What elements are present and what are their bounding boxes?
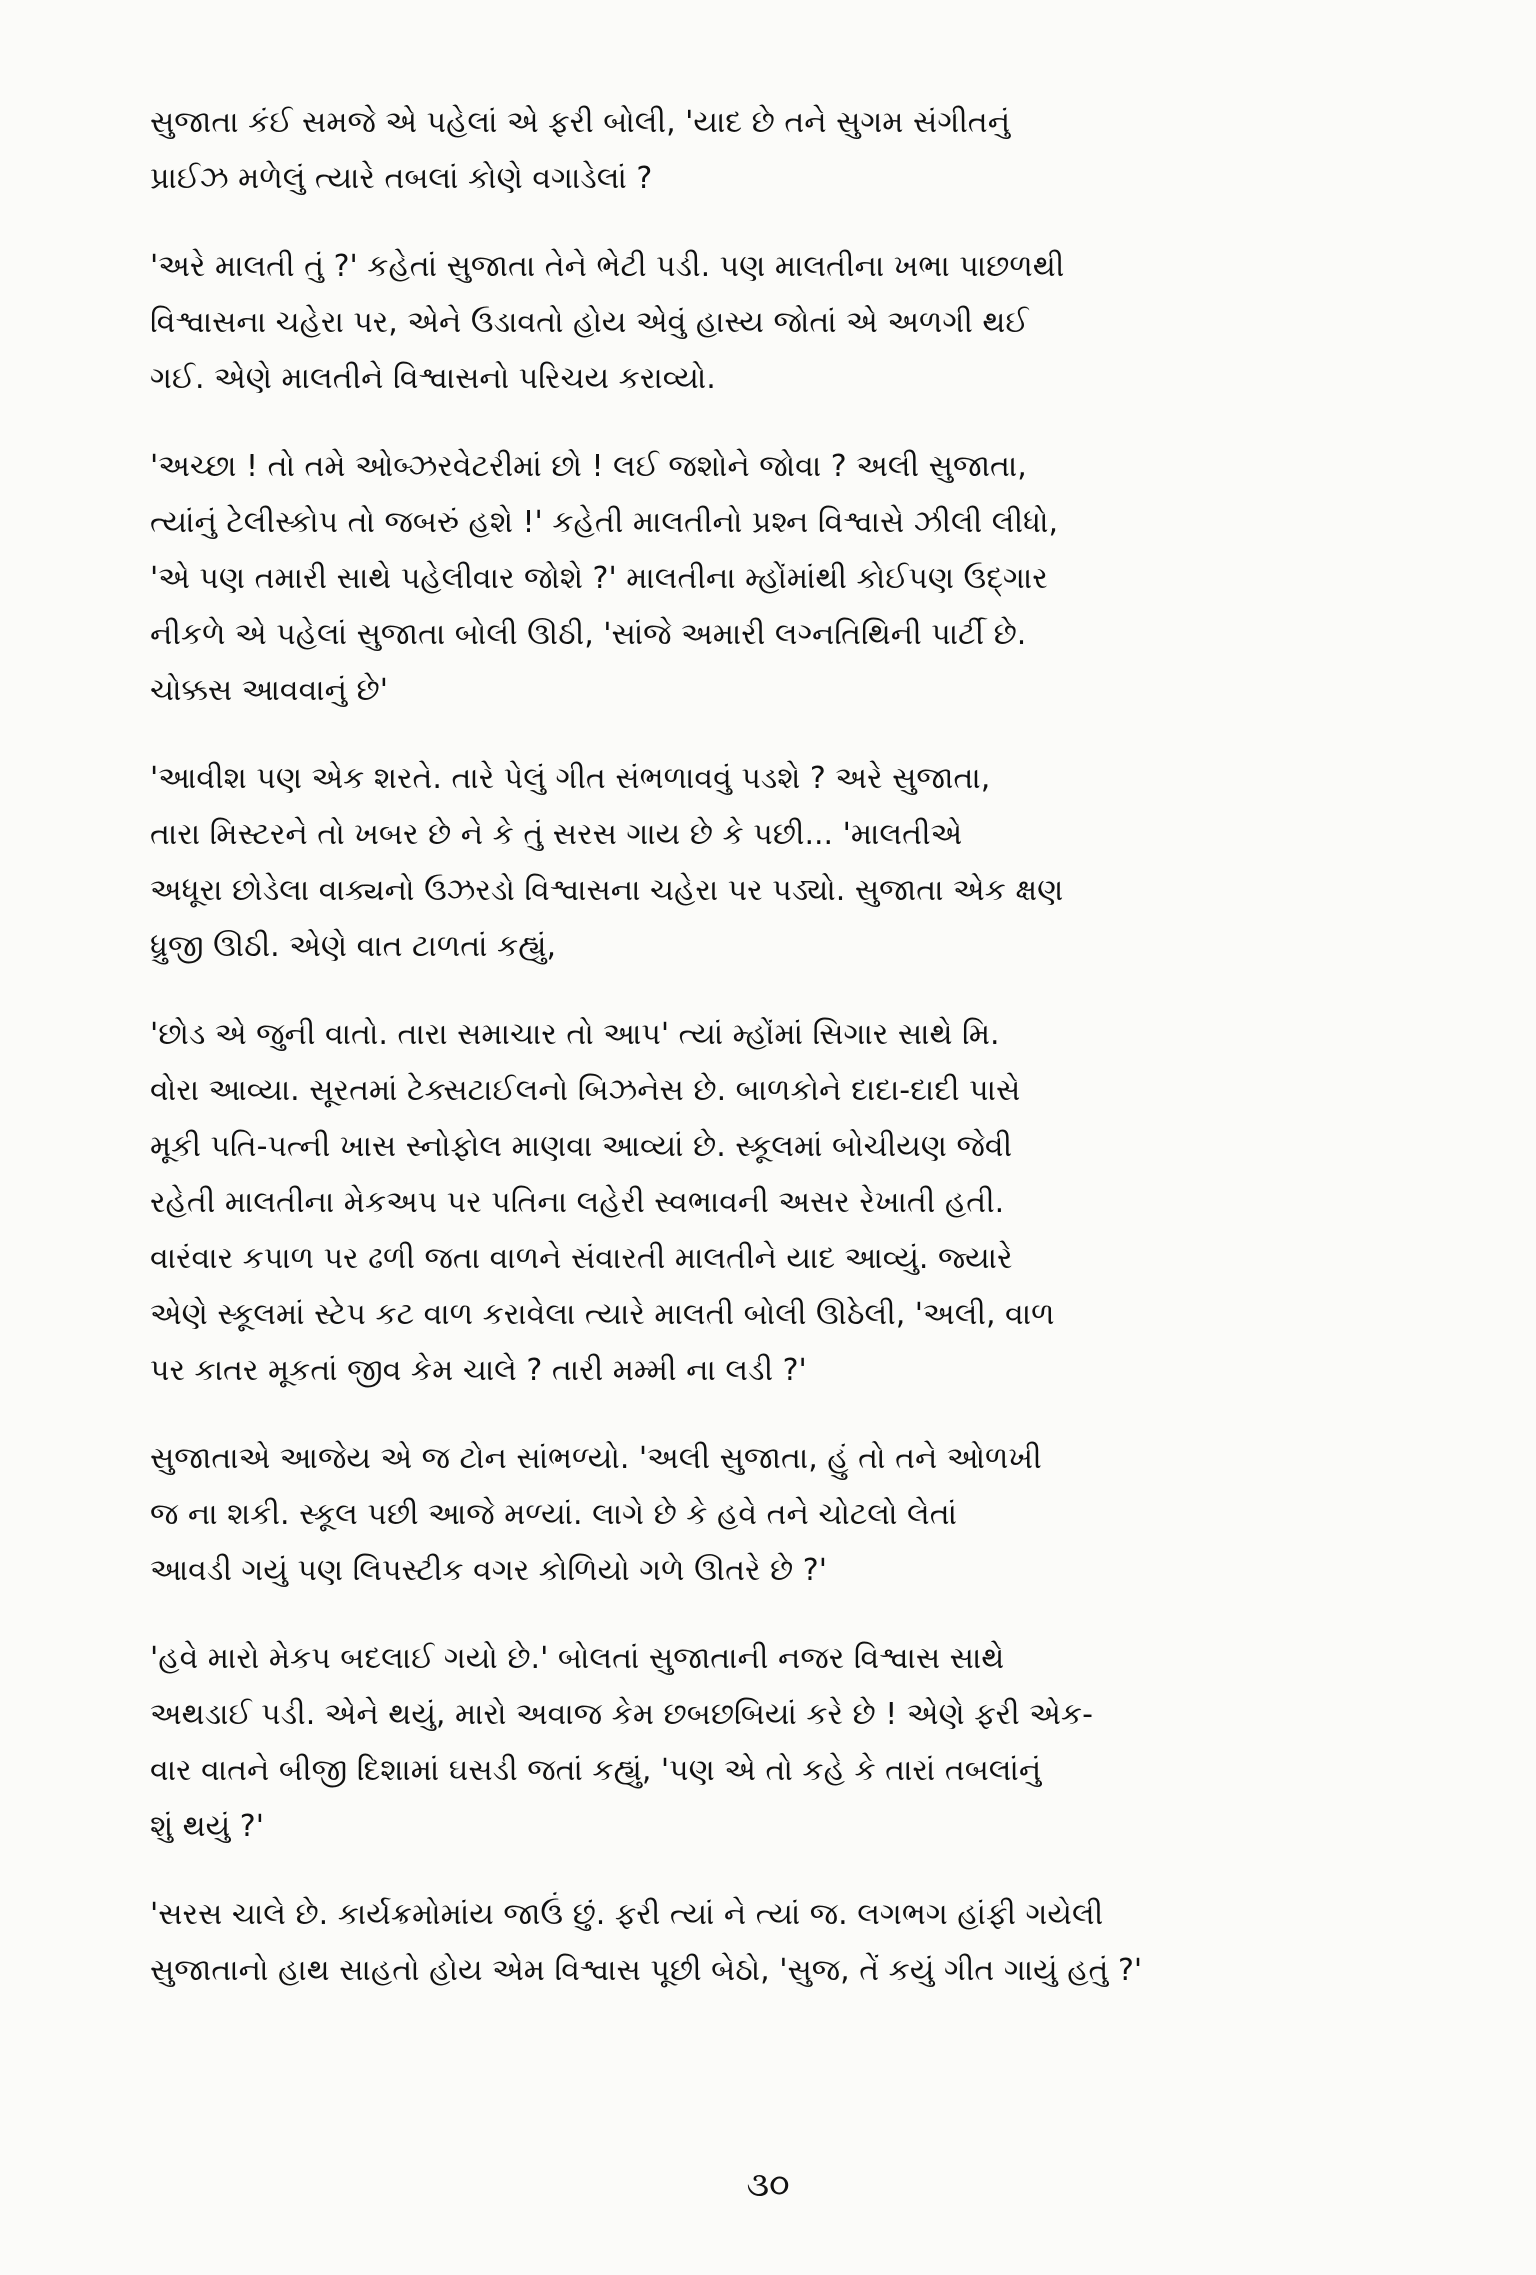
paragraph-4: 'આવીશ પણ એક શરતે. તારે પેલું ગીત સંભળાવવું પડશે ? અરે સુજાતા, તારા મિસ્ટરને તો ખબર છે ને કે તું સરસ ગાય છે કે પછી... 'માલતીએ અધૂરા છોડેલા વાક્યનો ઉઝરડો વિશ્વાસના ચહેરા પર પડ્યો. સુજાતા એક ક્ષણ ધ્રુજી ઊઠી. એણે વાત ટાળતાં કહ્યું,: [150, 761, 1064, 964]
paragraph-3: 'અચ્છા ! તો તમે ઓબ્ઝરવેટરીમાં છો ! લઈ જશોને જોવા ? અલી સુજાતા, ત્યાંનું ટેલીસ્કોપ તો જબરું હશે !' કહેતી માલતીનો પ્રશ્ન વિશ્વાસે ઝીલી લીધો, 'એ પણ તમારી સાથે પહેલીવાર જોશે ?' માલતીના મ્હોંમાંથી કોઈપણ ઉદ્ગાર નીકળે એ પહેલાં સુજાતા બોલી ઊઠી, 'સાંજે અમારી લગ્નતિથિની પાર્ટી છે. ચોક્કસ આવવાનું છે': [150, 449, 1059, 708]
page-number: ૩૦: [746, 2165, 790, 2205]
paragraph-1: સુજાતા કંઈ સમજે એ પહેલાં એ ફરી બોલી, 'યાદ છે તને સુગમ સંગીતનું પ્રાઈઝ મળેલું ત્યારે તબલાં કોણે વગાડેલાં ?: [150, 105, 1011, 196]
page-body-text: [150, 95, 1390, 2031]
paragraph-6: સુજાતાએ આજેય એ જ ટોન સાંભળ્યો. 'અલી સુજાતા, હું તો તને ઓળખી જ ના શકી. સ્કૂલ પછી આજે મળ્યાં. લાગે છે કે હવે તને ચોટલો લેતાં આવડી ગયું પણ લિપસ્ટીક વગર કોળિયો ગળે ઊતરે છે ?': [150, 1441, 1042, 1588]
paragraph-5: 'છોડ એ જુની વાતો. તારા સમાચાર તો આપ' ત્યાં મ્હોંમાં સિગાર સાથે મિ. વોરા આવ્યા. સૂરતમાં ટેક્સટાઈલનો બિઝનેસ છે. બાળકોને દાદા-દાદી પાસે મૂકી પતિ-પત્ની ખાસ સ્નોફોલ માણવા આવ્યાં છે. સ્કૂલમાં બોચીયણ જેવી રહેતી માલતીના મેકઅપ પર પતિના લહેરી સ્વભાવની અસર રેખાતી હતી. વારંવાર કપાળ પર ઢળી જતા વાળને સંવારતી માલતીને યાદ આવ્યું. જ્યારે એણે સ્કૂલમાં સ્ટેપ કટ વાળ કરાવેલા ત્યારે માલતી બોલી ઊઠેલી, 'અલી, વાળ પર કાતર મૂકતાં જીવ કેમ ચાલે ? તારી મમ્મી ના લડી ?': [150, 1017, 1055, 1388]
paragraph-8: 'સરસ ચાલે છે. કાર્યક્રમોમાંય જાઉં છું. ફરી ત્યાં ને ત્યાં જ. લગભગ હાંફી ગયેલી સુજાતાનો હાથ સાહતો હોય એમ વિશ્વાસ પૂછી બેઠો, 'સુજ, તેં કયું ગીત ગાયું હતું ?': [150, 1897, 1143, 1988]
paragraph-2: 'અરે માલતી તું ?' કહેતાં સુજાતા તેને ભેટી પડી. પણ માલતીના ખભા પાછળથી વિશ્વાસના ચહેરા પર, એને ઉડાવતો હોય એવું હાસ્ય જોતાં એ અળગી થઈ ગઈ. એણે માલતીને વિશ્વાસનો પરિચય કરાવ્યો.: [150, 249, 1065, 396]
paragraph-7: 'હવે મારો મેકપ બદલાઈ ગયો છે.' બોલતાં સુજાતાની નજર વિશ્વાસ સાથે અથડાઈ પડી. એને થયું, મારો અવાજ કેમ છબછબિયાં કરે છે ! એણે ફરી એક- વાર વાતને બીજી દિશામાં ઘસડી જતાં કહ્યું, 'પણ એ તો કહે કે તારાં તબલાંનું શું થયું ?': [150, 1641, 1093, 1844]
